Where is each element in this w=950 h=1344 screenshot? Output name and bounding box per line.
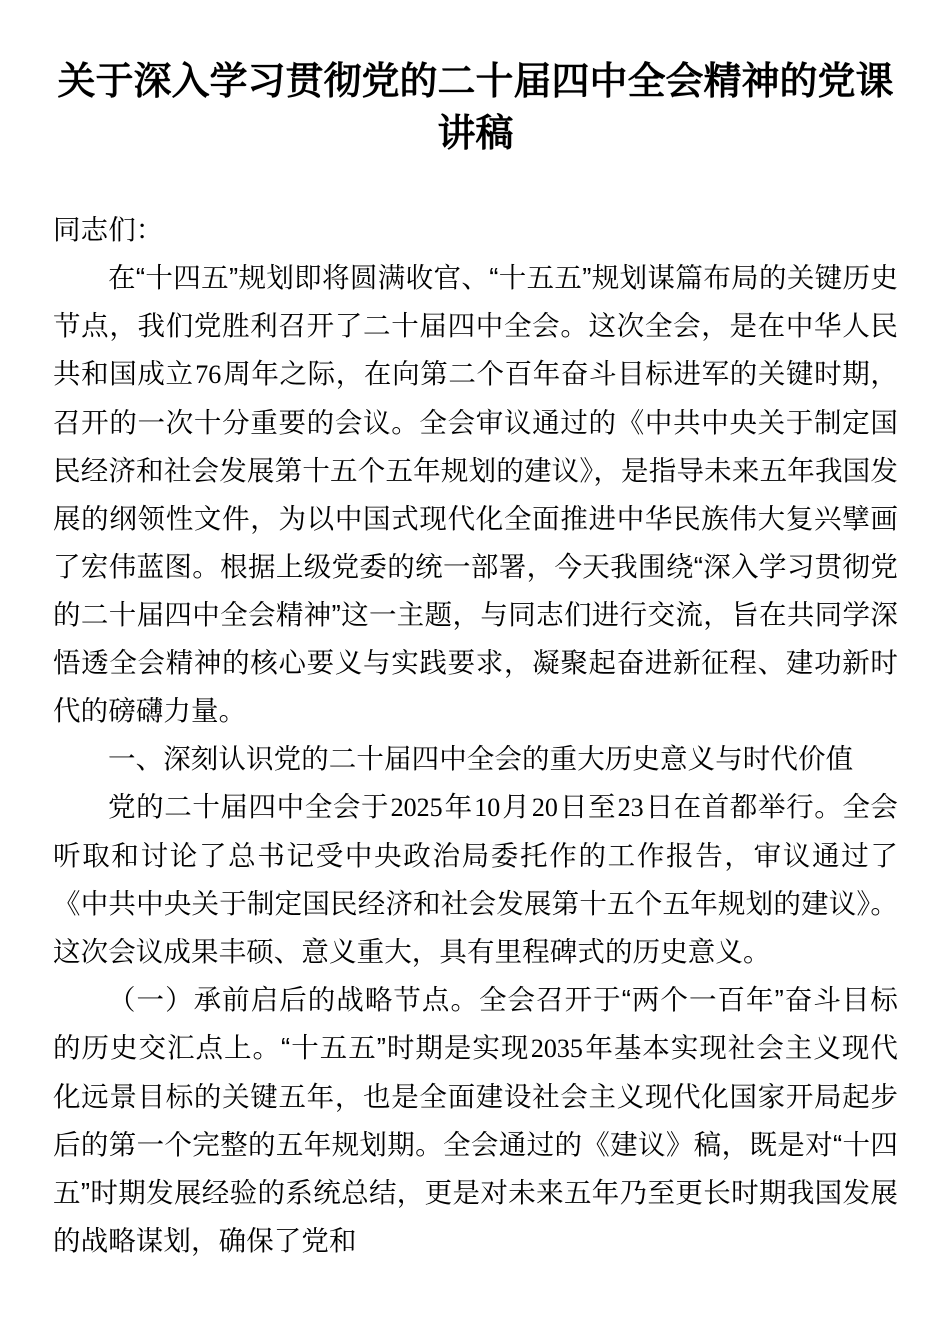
section-heading-1: 一、深刻认识党的二十届四中全会的重大历史意义与时代价值 — [108, 743, 854, 774]
inline-number-plenum-day-end: 23 — [617, 793, 644, 822]
paragraph-section-1-body-text: 党的二十届四中全会于2025年10月20日至23日在首都举行。全会听取和讨论了总书记受中央政治局委托作的工作报告，审议通过了《中共中央关于制定国民经济和社会发展第十五个五年规划的建议》。这次会议成果丰硕、意义重大，具有里程碑式的历史意义。 — [53, 791, 899, 967]
paragraph-section-1-body — [53, 783, 898, 976]
inline-number-vision-year: 2035 — [530, 1034, 583, 1063]
salutation: 同志们： — [53, 214, 164, 245]
inline-number-anniversary: 76 — [195, 360, 222, 389]
inline-number-plenum-month: 10 — [474, 793, 501, 822]
inline-number-plenum-year: 2025 — [390, 793, 443, 822]
inline-number-plenum-day-start: 20 — [531, 793, 558, 822]
page-content-column — [53, 0, 898, 1265]
paragraph-section-1-1 — [53, 976, 898, 1265]
paragraph-section-1-1-text: （一）承前启后的战略节点。全会召开于“两个一百年”奋斗目标的历史交汇点上。“十五五”时期是实现2035年基本实现社会主义现代化远景目标的关键五年，也是全面建设社会主义现代化国家开局起步后的第一个完整的五年规划期。全会通过的《建议》稿，既是对“十四五”时期发展经验的系统总结，更是对未来五年乃至更长时期我国发展的战略谋划，确保了党和 — [53, 984, 898, 1256]
page-title: 关于深入学习贯彻党的二十届四中全会精神的党课讲稿 — [57, 61, 894, 155]
paragraph-intro-text: 在“十四五”规划即将圆满收官、“十五五”规划谋篇布局的关键历史节点，我们党胜利召开了二十届四中全会。这次全会，是在中华人民共和国成立76周年之际，在向第二个百年奋斗目标进军的关键时期，召开的一次十分重要的会议。全会审议通过的《中共中央关于制定国民经济和社会发展第十五个五年规划的建议》，是指导未来五年我国发展的纲领性文件，为以中国式现代化全面推进中华民族伟大复兴擘画了宏伟蓝图。根据上级党委的统一部署，今天我围绕“深入学习贯彻党的二十届四中全会精神”这一主题，与同志们进行交流，旨在共同学深悟透全会精神的核心要义与实践要求，凝聚起奋进新征程、建功新时代的磅礴力量。 — [53, 262, 899, 726]
paragraph-intro — [53, 254, 898, 735]
document-body — [53, 160, 898, 1265]
